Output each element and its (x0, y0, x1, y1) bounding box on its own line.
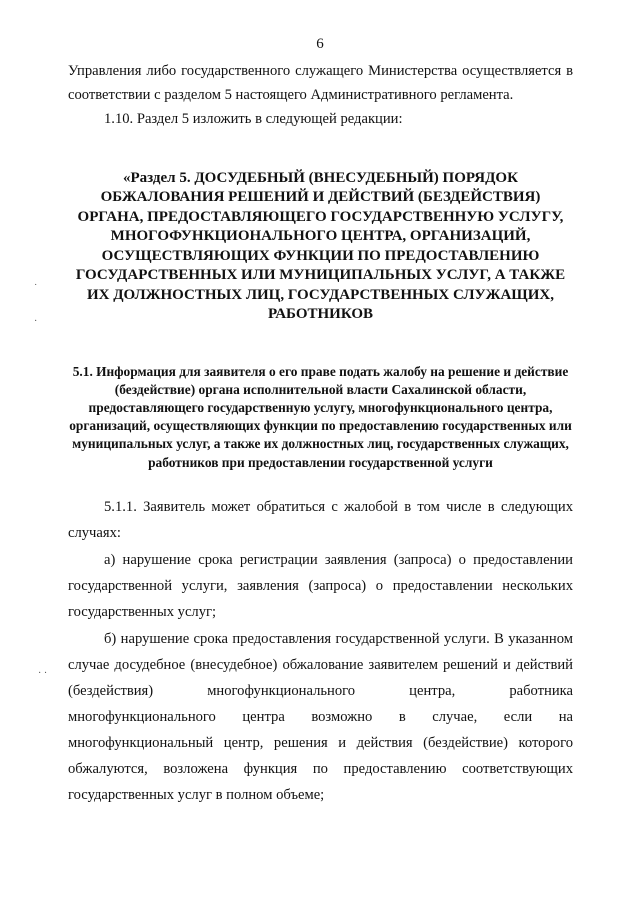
clause-5-1-1: 5.1.1. Заявитель может обратиться с жалобой в том числе в следующих случаях: (68, 498, 573, 541)
intro-paragraph: Управления либо государственного служащего Министерства осуществляется в соответствии с разделом 5 настоящего Административного регламента. (68, 63, 573, 103)
page-number: 6 (316, 36, 324, 52)
scan-speck: · (34, 316, 38, 327)
list-item-b: б) нарушение срока предоставления государственной услуги. В указанном случае досудебное (внесудебное) обжалование заявителем решений и действий (бездействия) многофункционального центра, работника многофункционального центра возможно в случае, если на многофункциональный центр, решения и действия (бездействие) которого обжалуются, возложена функция по предоставлению соответствующих государственных услуг в полном объеме; (68, 630, 573, 803)
amendment-line: 1.10. Раздел 5 изложить в следующей редакции: (104, 111, 403, 127)
document-body (68, 60, 573, 809)
section-heading: «Раздел 5. ДОСУДЕБНЫЙ (ВНЕСУДЕБНЫЙ) ПОРЯДОК ОБЖАЛОВАНИЯ РЕШЕНИЙ И ДЕЙСТВИЙ (БЕЗДЕЙСТВИЯ) ОРГАНА, ПРЕДОСТАВЛЯЮЩЕГО ГОСУДАРСТВЕННУЮ УСЛУГУ, МНОГОФУНКЦИОНАЛЬНОГО ЦЕНТРА, ОРГАНИЗАЦИЙ, ОСУЩЕСТВЛЯЮЩИХ ФУНКЦИИ ПО ПРЕДОСТАВЛЕНИЮ ГОСУДАРСТВЕННЫХ ИЛИ МУНИЦИПАЛЬНЫХ УСЛУГ, А ТАКЖЕ ИХ ДОЛЖНОСТНЫХ ЛИЦ, ГОСУДАРСТВЕННЫХ СЛУЖАЩИХ, РАБОТНИКОВ (75, 169, 566, 322)
list-item-a: а) нарушение срока регистрации заявления (запроса) о предоставлении государственной услуги, заявления (запроса) о предоставлении нескольких государственных услуг; (68, 551, 573, 620)
scan-speck: ˙ (34, 283, 38, 294)
scan-speck: · · (38, 668, 48, 679)
subsection-heading: 5.1. Информация для заявителя о его праве подать жалобу на решение и действие (бездействие) органа исполнительной власти Сахалинской области, предоставляющего государственную услугу, многофункционального центра, организаций, осуществляющих функции по предоставлению государственных или муниципальных услуг, а также их должностных лиц, государственных служащих, работников при предоставлении государственной услуги (69, 363, 572, 470)
